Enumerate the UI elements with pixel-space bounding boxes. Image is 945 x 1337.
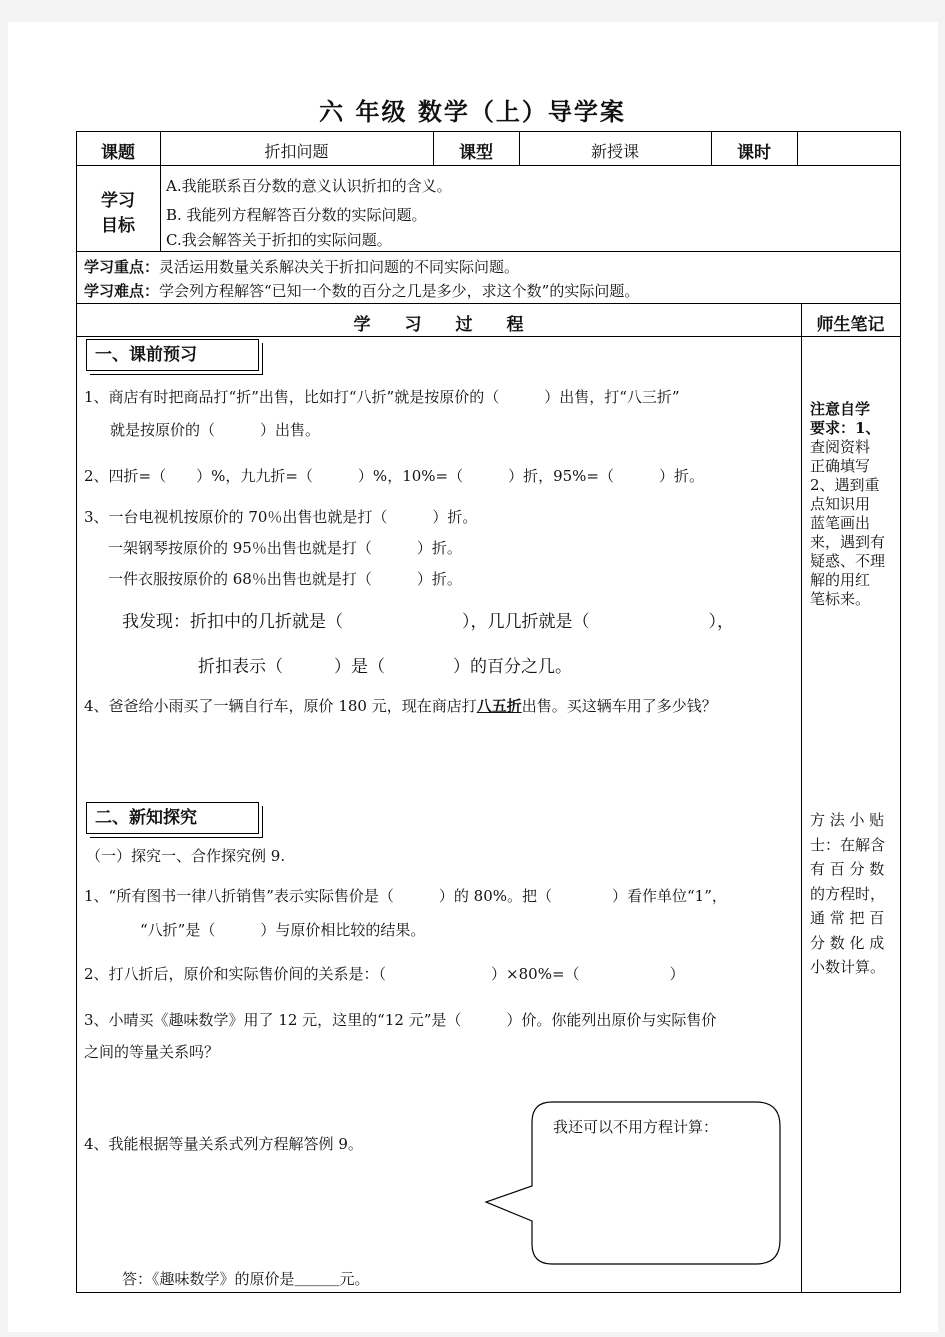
key-point-text: 灵活运用数量关系解决关于折扣问题的不同实际问题。	[159, 258, 520, 276]
table-border	[76, 251, 901, 252]
s1-q4-emphasis: 八五折	[476, 697, 522, 715]
process-header: 学 习 过 程	[353, 315, 524, 335]
s2-answer: 答：《趣味数学》的原价是＿＿＿元。	[122, 1270, 370, 1288]
table-border	[900, 131, 901, 1293]
s2-q3-line2: 之间的等量关系吗？	[84, 1043, 220, 1061]
table-border	[76, 336, 901, 337]
difficulty	[84, 280, 639, 301]
s1-q3-a: 3、一台电视机按原价的 70％出售也就是打（ ）折。	[84, 508, 478, 526]
note1-line: 查阅资料	[810, 438, 871, 456]
topic-label: 课题	[101, 143, 135, 163]
goal-item-c: C.我会解答关于折扣的实际问题。	[166, 231, 392, 249]
topic-value: 折扣问题	[264, 142, 329, 161]
difficulty-text: 学会列方程解答“已知一个数的百分之几是多少，求这个数”的实际问题。	[159, 282, 640, 300]
notes-header: 师生笔记	[816, 315, 885, 335]
section2-tab: 二、新知探究	[86, 802, 259, 834]
type-label: 课型	[459, 143, 493, 163]
table-border	[76, 165, 901, 166]
s1-discover-line2: 折扣表示（ ）是（ ）的百分之几。	[198, 657, 572, 677]
s1-q4	[84, 695, 717, 716]
note1-line: 正确填写	[810, 457, 871, 475]
key-point	[84, 256, 519, 277]
s1-q1-line1: 1、商店有时把商品打“折”出售，比如打“八折”就是按原价的（ ）出售，打“八三折”	[84, 388, 680, 406]
table-border	[76, 303, 901, 304]
s2-q1-line2: “八折”是（ ）与原价相比较的结果。	[140, 921, 426, 939]
s1-discover-line1: 我发现：折扣中的几折就是（ ），几几折就是（ ），	[122, 612, 734, 632]
note1-line: 2、遇到重	[810, 476, 880, 494]
bubble-text: 我还可以不用方程计算：	[553, 1118, 719, 1136]
note1-line: 注意自学	[810, 400, 871, 418]
s2-q2: 2、打八折后，原价和实际售价间的关系是：（ ）×80%=（ ）	[84, 965, 685, 983]
table-border	[797, 131, 798, 165]
s1-q2: 2、四折=（ ）%，九九折=（ ）%，10%=（ ）折，95%=（ ）折。	[84, 467, 705, 485]
s1-q3-b: 一架钢琴按原价的 95％出售也就是打（ ）折。	[108, 539, 462, 557]
goal-item-b: B. 我能列方程解答百分数的实际问题。	[166, 206, 427, 224]
goals-label-line2: 目标	[101, 216, 135, 236]
table-border	[76, 131, 901, 132]
table-border	[76, 1292, 901, 1293]
note-method-tip	[810, 808, 885, 980]
note2-line: 有 百 分 数	[810, 860, 885, 878]
table-border	[801, 303, 802, 1293]
note1-line: 来，遇到有	[810, 533, 886, 551]
section1-tab: 一、课前预习	[86, 339, 259, 371]
s2-q1-line1: 1、“所有图书一律八折销售”表示实际售价是（ ）的 80%。把（ ）看作单位“1”，	[84, 887, 727, 905]
table-border	[76, 131, 77, 1293]
note2-line: 的方程时，	[810, 884, 886, 903]
s1-q4-pre: 4、爸爸给小雨买了一辆自行车，原价 180 元，现在商店打	[84, 697, 477, 715]
s2-q3-line1: 3、小晴买《趣味数学》用了 12 元，这里的“12 元”是（ ）价。你能列出原价与实际售价	[84, 1011, 717, 1029]
s2-q4: 4、我能根据等量关系式列方程解答例 9。	[84, 1135, 363, 1153]
note2-line: 小数计算。	[810, 958, 886, 976]
note1-line: 笔标来。	[810, 590, 871, 608]
goals-label-line1: 学习	[101, 191, 135, 211]
note2-line: 通 常 把 百	[810, 909, 885, 927]
s1-q4-post: 出售。买这辆车用了多少钱？	[521, 697, 717, 715]
note2-line: 士：在解含	[810, 835, 886, 854]
note1-line: 点知识用	[810, 495, 871, 513]
difficulty-label: 学习难点：	[84, 282, 160, 300]
s1-q3-c: 一件衣服按原价的 68％出售也就是打（ ）折。	[108, 570, 462, 588]
page-title: 六 年级 数学（上）导学案	[319, 97, 626, 126]
note1-line: 解的用红	[810, 571, 871, 589]
s2-sub: （一）探究一、合作探究例 9.	[86, 847, 286, 865]
note-self-study	[810, 400, 880, 438]
s1-q1-line2: 就是按原价的（ ）出售。	[110, 421, 321, 439]
note1-line: 蓝笔画出	[810, 514, 871, 532]
goal-item-a: A.我能联系百分数的意义认识折扣的含义。	[166, 177, 452, 195]
type-value: 新授课	[590, 142, 639, 161]
key-point-label: 学习重点：	[84, 258, 160, 276]
note1-line: 要求：1、	[810, 419, 881, 437]
note2-line: 方 法 小 贴	[810, 811, 885, 829]
note1-line: 疑惑、不理	[810, 552, 886, 570]
note2-line: 分 数 化 成	[810, 933, 885, 952]
period-label: 课时	[737, 143, 771, 163]
note-self-study-body	[810, 438, 885, 609]
